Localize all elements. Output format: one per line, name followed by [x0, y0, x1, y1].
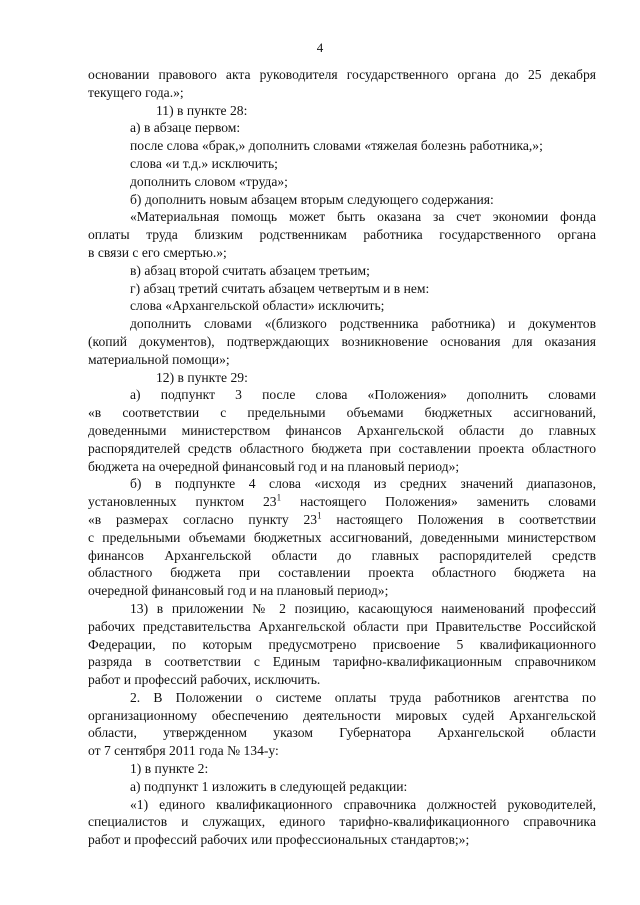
document-body — [88, 66, 596, 849]
text-line-content: оплаты труда близким родственникам работника государственного органа — [88, 227, 596, 243]
text-line-content: организационному обеспечению деятельности мировых судей Архангельской — [88, 707, 596, 723]
text-line — [88, 84, 596, 102]
text-line-content: г) абзац третий считать абзацем четвертым и в нем: — [130, 280, 430, 296]
text-line — [88, 511, 596, 529]
text-line-content: разряда в соответствии с Единым тарифно-квалификационным справочником — [88, 654, 596, 670]
text-line-content: материальной помощи»; — [88, 351, 230, 367]
text-line-content: 2. В Положении о системе оплаты труда работников агентства по — [130, 689, 596, 705]
text-line — [88, 760, 596, 778]
text-line — [88, 440, 596, 458]
text-line — [88, 137, 596, 155]
text-line — [88, 582, 596, 600]
text-line — [88, 102, 596, 120]
text-line — [88, 208, 596, 226]
text-line-content: установленных пунктом 23 — [88, 494, 277, 510]
text-line-content: после слова «брак,» дополнить словами «тяжелая болезнь работника,»; — [130, 138, 543, 154]
text-line — [88, 155, 596, 173]
text-line-content: финансов Архангельской области до главных распорядителей средств — [88, 547, 596, 563]
text-line-content: областного бюджета при составлении проекта областного бюджета на — [88, 565, 596, 581]
text-line-content: текущего года.»; — [88, 84, 184, 100]
text-line-content: с предельными объемами бюджетных ассигнований, доведенными министерством — [88, 529, 596, 545]
text-line — [88, 297, 596, 315]
text-line — [88, 404, 596, 422]
text-line — [88, 564, 596, 582]
text-line-content: «Материальная помощь может быть оказана за счет экономии фонда — [130, 209, 596, 225]
text-line-content: доведенными министерством финансов Архангельской области до главных — [88, 422, 596, 438]
text-line — [88, 191, 596, 209]
text-line-content: специалистов и служащих, единого тарифно-квалификационного справочника — [88, 814, 596, 830]
text-line-content: Федерации, по которым предусмотрено присвоение 5 квалификационного — [88, 636, 596, 652]
text-line-content: основании правового акта руководителя государственного органа до 25 декабря — [88, 67, 596, 82]
text-line-content: рабочих представительства Архангельской области при Правительстве Российской — [88, 618, 596, 634]
text-line-content: в связи с его смертью.»; — [88, 244, 227, 260]
text-line-content: 11) в пункте 28: — [156, 102, 248, 118]
text-line-content: дополнить словами «(близкого родственника работника) и документов — [130, 316, 596, 332]
text-line-content: б) дополнить новым абзацем вторым следующего содержания: — [130, 191, 494, 207]
text-line — [88, 671, 596, 689]
text-line-content: б) в подпункте 4 слова «исходя из средних значений диапазонов, — [130, 476, 596, 492]
text-line — [88, 707, 596, 725]
text-line — [88, 280, 596, 298]
text-line — [88, 475, 596, 493]
text-line-content: 12) в пункте 29: — [156, 369, 248, 385]
text-line-content: а) в абзаце первом: — [130, 120, 241, 136]
text-line-content: распорядителей средств областного бюджета при составлении проекта областного — [88, 440, 596, 456]
text-line-content: а) подпункт 1 изложить в следующей редакции: — [130, 778, 408, 794]
text-line-content: очередной финансовый год и на плановый период»; — [88, 583, 389, 599]
text-line-content: а) подпункт 3 после слова «Положения» дополнить словами — [130, 387, 596, 403]
page-number: 4 — [316, 40, 324, 55]
text-line — [88, 226, 596, 244]
text-line — [88, 724, 596, 742]
text-line-content: слова «Архангельской области» исключить; — [130, 298, 385, 314]
text-line — [88, 369, 596, 387]
text-line-content: работ и профессий рабочих или профессиональных стандартов;»; — [88, 832, 470, 848]
text-line — [88, 742, 596, 760]
text-line-content: (копий документов), подтверждающих возникновение основания для оказания — [88, 333, 596, 349]
text-line-content: «в размерах согласно пункту 23 — [88, 511, 318, 527]
text-line-content: «1) единого квалификационного справочника должностей руководителей, — [130, 796, 596, 812]
text-line — [88, 351, 596, 369]
text-line — [88, 315, 596, 333]
text-line — [88, 422, 596, 440]
text-line-content: области, утвержденном указом Губернатора Архангельской области — [88, 725, 596, 741]
text-line — [88, 689, 596, 707]
text-line — [88, 333, 596, 351]
text-line-continuation: настоящего Положения в соответствии — [321, 511, 596, 527]
text-line-content: слова «и т.д.» исключить; — [130, 155, 278, 171]
superscript: 1 — [276, 493, 282, 503]
text-line — [88, 653, 596, 671]
text-line — [88, 813, 596, 831]
text-line — [88, 66, 596, 84]
text-line — [88, 493, 596, 511]
text-line — [88, 262, 596, 280]
text-line-content: от 7 сентября 2011 года № 134-у: — [88, 743, 279, 759]
text-line-content: дополнить словом «труда»; — [130, 173, 288, 189]
text-line — [88, 458, 596, 476]
text-line-content: работ и профессий рабочих, исключить. — [88, 672, 321, 688]
text-line — [88, 119, 596, 137]
text-line — [88, 600, 596, 618]
text-line — [88, 831, 596, 849]
text-line — [88, 386, 596, 404]
text-line-content: «в соответствии с предельными объемами бюджетных ассигнований, — [88, 405, 596, 421]
text-line-content: бюджета на очередной финансовый год и на плановый период»; — [88, 458, 460, 474]
text-line — [88, 547, 596, 565]
text-line — [88, 244, 596, 262]
text-line-continuation: настоящего Положения» заменить словами — [281, 494, 596, 510]
text-line — [88, 778, 596, 796]
text-line-content: 1) в пункте 2: — [130, 761, 209, 777]
text-line-content: в) абзац второй считать абзацем третьим; — [130, 262, 370, 278]
text-line — [88, 796, 596, 814]
text-line-content: 13) в приложении № 2 позицию, касающуюся наименований профессий — [130, 600, 596, 616]
text-line — [88, 636, 596, 654]
text-line — [88, 529, 596, 547]
text-line — [88, 173, 596, 191]
superscript: 1 — [317, 510, 322, 521]
text-line — [88, 618, 596, 636]
